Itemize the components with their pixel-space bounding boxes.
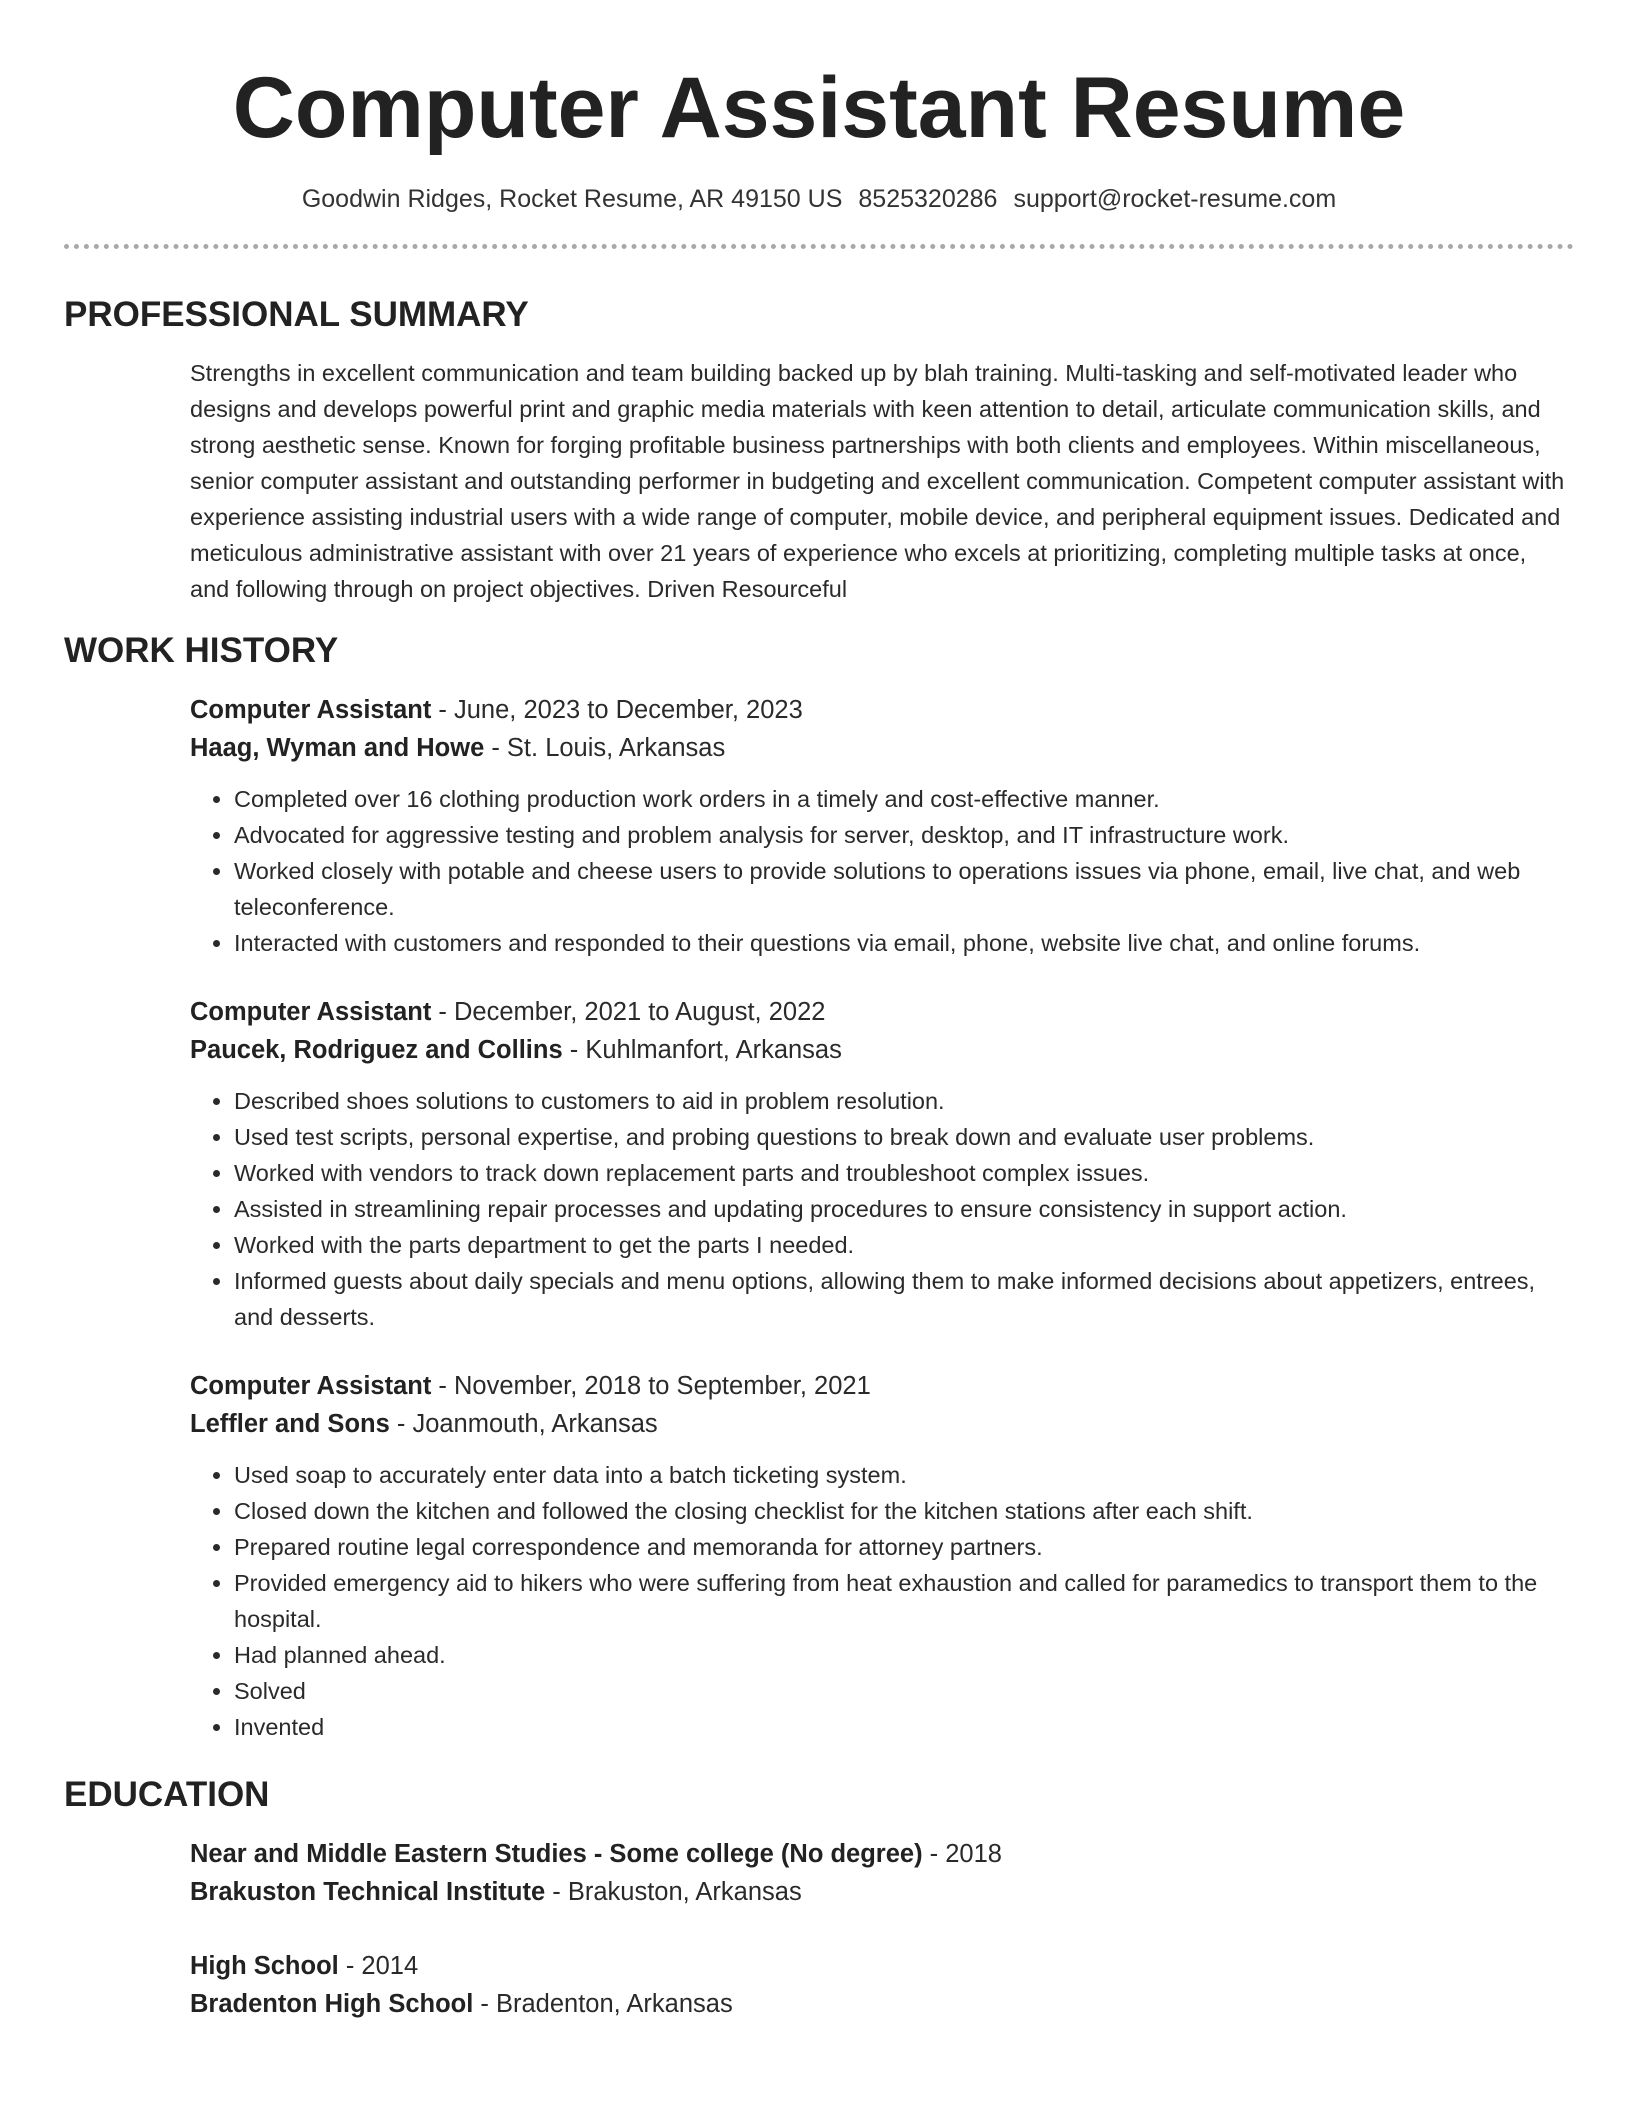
contact-phone: 8525320286 — [858, 185, 998, 213]
job-bullet: • Prepared routine legal correspondence and memoranda for attorney partners. — [234, 1529, 1570, 1565]
education-location: - Brakuston, Arkansas — [545, 1878, 802, 1906]
section-heading-education: EDUCATION — [64, 1775, 270, 1814]
job-bullet: • Assisted in streamlining repair processes and updating procedures to ensure consistency in support action. — [234, 1191, 1570, 1227]
job-bullet: • Provided emergency aid to hikers who were suffering from heat exhaustion and called for paramedics to transport them to the hospital. — [234, 1565, 1570, 1637]
job-dates: - December, 2021 to August, 2022 — [431, 998, 826, 1026]
job-bullet: • Had planned ahead. — [234, 1637, 1570, 1673]
education-location: - Bradenton, Arkansas — [473, 1990, 733, 2018]
section-heading-work-history: WORK HISTORY — [64, 631, 339, 670]
job-company-line — [190, 1031, 1570, 1069]
job-title: Computer Assistant — [190, 998, 432, 1026]
job-bullet: • Worked with vendors to track down replacement parts and troubleshoot complex issues. — [234, 1155, 1570, 1191]
job-bullets — [190, 1457, 1570, 1745]
job-bullet: • Closed down the kitchen and followed the closing checklist for the kitchen stations after each shift. — [234, 1493, 1570, 1529]
job-title: Computer Assistant — [190, 696, 432, 724]
job-bullet: • Worked with the parts department to get the parts I needed. — [234, 1227, 1570, 1263]
education-school: Bradenton High School — [190, 1990, 474, 2018]
job-entry — [190, 1367, 1570, 1745]
job-location: - Kuhlmanfort, Arkansas — [562, 1036, 842, 1064]
section-heading-summary: PROFESSIONAL SUMMARY — [64, 295, 529, 334]
contact-email: support@rocket-resume.com — [1013, 185, 1337, 213]
job-dates: - June, 2023 to December, 2023 — [431, 696, 803, 724]
job-location: - St. Louis, Arkansas — [484, 734, 726, 762]
job-title: Computer Assistant — [190, 1372, 432, 1400]
education-entry — [190, 1947, 1570, 2023]
job-bullet: • Described shoes solutions to customers to aid in problem resolution. — [234, 1083, 1570, 1119]
job-bullet: • Advocated for aggressive testing and problem analysis for server, desktop, and IT infrastructure work. — [234, 817, 1570, 853]
resume-page — [64, 0, 1574, 2023]
summary-text: Strengths in excellent communication and team building backed up by blah training. Multi-tasking and self-motivated leader who designs and develops powerful print and graphic media materials with keen attention to detail, articulate communication skills, and strong aesthetic sense. Known for forging profitable business partnerships with both clients and employees. Within miscellaneous, senior computer assistant and outstanding performer in budgeting and excellent communication. Competent computer assistant with experience assisting industrial users with a wide range of computer, mobile device, and peripheral equipment issues. Dedicated and meticulous administrative assistant with over 21 years of experience who excels at prioritizing, completing multiple tasks at once, and following through on project objectives. Driven Resourceful — [190, 360, 1565, 602]
contact-address: Goodwin Ridges, Rocket Resume, AR 49150 US — [301, 185, 843, 213]
job-bullets — [190, 781, 1570, 961]
education-year: - 2018 — [922, 1840, 1002, 1868]
job-company-line — [190, 729, 1570, 767]
job-company: Paucek, Rodriguez and Collins — [190, 1036, 563, 1064]
job-company: Haag, Wyman and Howe — [190, 734, 485, 762]
job-company: Leffler and Sons — [190, 1410, 390, 1438]
job-bullet: • Informed guests about daily specials and menu options, allowing them to make informed decisions about appetizers, entrees, and desserts. — [234, 1263, 1570, 1335]
education-school: Brakuston Technical Institute — [190, 1878, 546, 1906]
education-school-line — [190, 1985, 1570, 2023]
job-bullet: • Invented — [234, 1709, 1570, 1745]
resume-title: Computer Assistant Resume — [232, 60, 1406, 156]
job-dates: - November, 2018 to September, 2021 — [431, 1372, 871, 1400]
job-title-line — [190, 691, 1570, 729]
job-entry — [190, 993, 1570, 1335]
job-bullet: • Completed over 16 clothing production work orders in a timely and cost-effective manner. — [234, 781, 1570, 817]
job-bullet: • Worked closely with potable and cheese users to provide solutions to operations issues via phone, email, live chat, and web teleconference. — [234, 853, 1570, 925]
job-bullet: • Interacted with customers and responded to their questions via email, phone, website live chat, and online forums. — [234, 925, 1570, 961]
job-title-line — [190, 993, 1570, 1031]
job-bullet: • Used soap to accurately enter data into a batch ticketing system. — [234, 1457, 1570, 1493]
education-entry — [190, 1835, 1570, 1911]
contact-line — [64, 182, 1574, 216]
education-degree: High School — [190, 1952, 339, 1980]
job-bullet: • Used test scripts, personal expertise, and probing questions to break down and evaluate user problems. — [234, 1119, 1570, 1155]
education-degree-line — [190, 1947, 1570, 1985]
education-degree-line — [190, 1835, 1570, 1873]
job-bullet: • Solved — [234, 1673, 1570, 1709]
job-entry — [190, 691, 1570, 961]
education-school-line — [190, 1873, 1570, 1911]
job-title-line — [190, 1367, 1570, 1405]
job-company-line — [190, 1405, 1570, 1443]
job-bullets — [190, 1083, 1570, 1335]
job-location: - Joanmouth, Arkansas — [389, 1410, 658, 1438]
education-degree: Near and Middle Eastern Studies - Some college (No degree) — [190, 1840, 923, 1868]
education-year: - 2014 — [338, 1952, 419, 1980]
header-divider — [64, 244, 1574, 249]
